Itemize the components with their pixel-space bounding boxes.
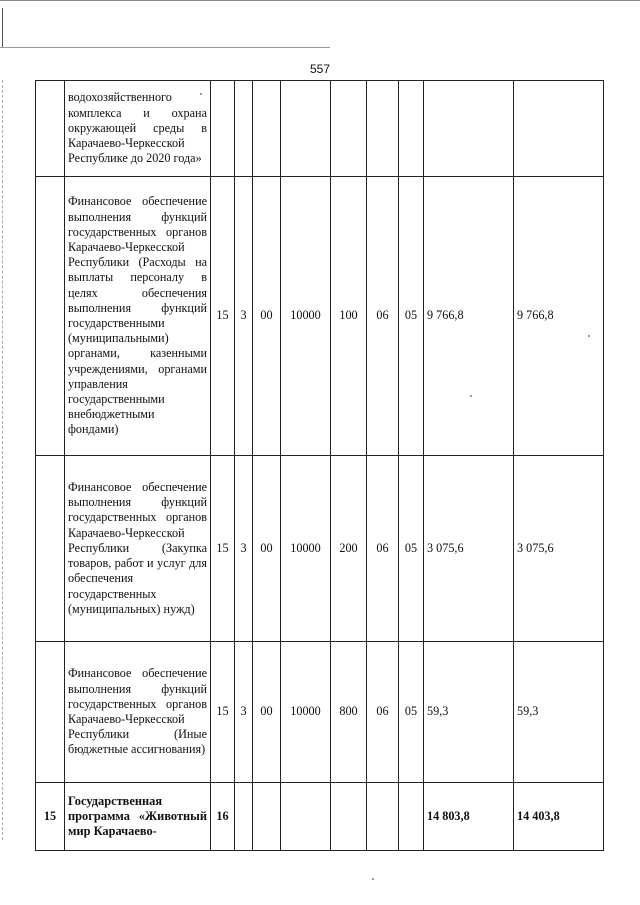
scan-edge-line [0,47,330,48]
row-description: Финансовое обеспечение выполнения функций государственных органов Карачаево-Черкесской Республики (Расходы на выплаты персоналу в целях обеспечения выполнения функций государственными (муниципальными) органами, казенными учреждениями, органами управления государственными внебюджетными фондами) [65,177,211,456]
code-ministry: 16 [211,783,235,851]
code-section [367,783,399,851]
row-number [36,81,65,177]
amount-second: 14 403,8 [514,783,604,851]
code-subprogram [253,783,281,851]
code-subprogram: 00 [253,456,281,642]
table-row [36,642,604,783]
code-subsection [399,81,424,177]
code-subsection: 05 [399,456,424,642]
row-number [36,177,65,456]
amount-first: 59,3 [424,642,514,783]
table-row [36,456,604,642]
table-row [36,81,604,177]
scan-speck [372,878,374,880]
scan-speck [470,395,472,397]
code-section: 06 [367,177,399,456]
amount-second [514,81,604,177]
amount-first: 14 803,8 [424,783,514,851]
row-description: Финансовое обеспечение выполнения функций государственных органов Карачаево-Черкесской Республики (Закупка товаров, работ и услуг для обеспечения государственных (муниципальных) нужд) [65,456,211,642]
table-row [36,177,604,456]
scan-mark [2,8,3,48]
code-expense-type [331,81,367,177]
code-subsection: 05 [399,642,424,783]
row-description: водохозяйственного комплекса и охрана окружающей среды в Карачаево-Черкесской Республике до 2020 года» [65,81,211,177]
code-program [235,783,253,851]
scan-edge-top [0,0,640,7]
scan-speck [200,93,202,95]
code-direction: 10000 [281,642,331,783]
code-ministry: 15 [211,177,235,456]
code-expense-type: 800 [331,642,367,783]
scan-speck [588,335,590,337]
amount-second: 59,3 [514,642,604,783]
code-program: 3 [235,642,253,783]
code-direction: 10000 [281,177,331,456]
code-subprogram: 00 [253,177,281,456]
amount-second: 3 075,6 [514,456,604,642]
budget-table [35,80,604,851]
code-ministry: 15 [211,456,235,642]
code-ministry: 15 [211,642,235,783]
amount-first: 3 075,6 [424,456,514,642]
row-number [36,456,65,642]
code-subprogram: 00 [253,642,281,783]
code-program: 3 [235,456,253,642]
code-subsection [399,783,424,851]
code-direction: 10000 [281,456,331,642]
code-program: 3 [235,177,253,456]
code-expense-type: 200 [331,456,367,642]
scan-mark [2,80,4,840]
amount-first [424,81,514,177]
code-subprogram [253,81,281,177]
row-description: Государственная программа «Животный мир Карачаево- [65,783,211,851]
code-direction [281,81,331,177]
code-section: 06 [367,456,399,642]
code-expense-type: 100 [331,177,367,456]
amount-first: 9 766,8 [424,177,514,456]
code-expense-type [331,783,367,851]
row-description: Финансовое обеспечение выполнения функций государственных органов Карачаево-Черкесской Республики (Иные бюджетные ассигнования) [65,642,211,783]
code-subsection: 05 [399,177,424,456]
code-direction [281,783,331,851]
row-number: 15 [36,783,65,851]
row-number [36,642,65,783]
code-program [235,81,253,177]
code-section [367,81,399,177]
amount-second: 9 766,8 [514,177,604,456]
code-section: 06 [367,642,399,783]
page-number: 557 [309,62,331,76]
table-row [36,783,604,851]
code-ministry [211,81,235,177]
